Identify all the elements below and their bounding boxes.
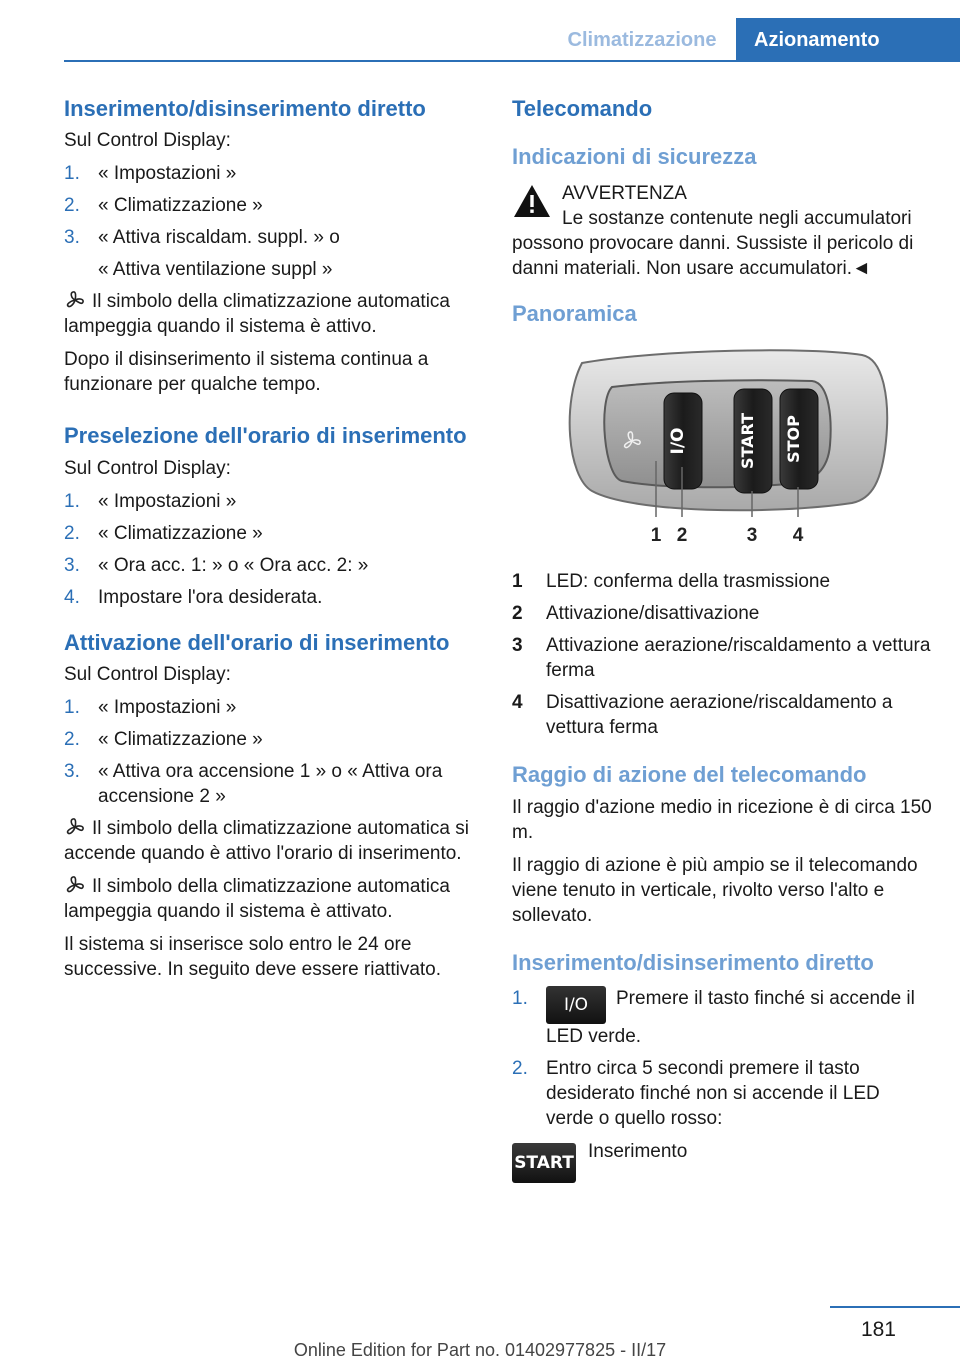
remote-key-image xyxy=(512,341,932,561)
steps-list xyxy=(64,695,484,809)
section-title-preselect: Preselezione dell'orario di inserimento xyxy=(64,423,467,449)
fan-paragraph: Il simbolo della climatizzazione automatica lampeggia quando il sistema è attivato. xyxy=(64,876,450,923)
list-item: 1. « Impostazioni » xyxy=(64,163,237,185)
list-item: 3. « Ora acc. 1: » o « Ora acc. 2: » xyxy=(64,554,369,576)
fan-paragraph: Il simbolo della climatizzazione automatica si accende quando è attivo l'orario di inserimento. xyxy=(64,818,469,865)
remote-btn-stop-label: STOP xyxy=(784,415,803,464)
legend-list xyxy=(512,569,932,740)
list-item: 4. Impostare l'ora desiderata. xyxy=(64,586,323,608)
start-label: Inserimento xyxy=(588,1140,688,1162)
list-item: 2. Entro circa 5 secondi premere il tasto desiderato finché non si accende il LED verde o quello rosso: xyxy=(512,1057,880,1129)
callout-4: 4 xyxy=(792,525,804,547)
left-column xyxy=(64,96,484,982)
right-column xyxy=(512,96,932,1187)
list-item-continuation: « Attiva ventilazione suppl » xyxy=(98,259,333,281)
section-title-overview: Panoramica xyxy=(512,300,637,326)
range-text: Il raggio d'azione medio in ricezione è di circa 150 m. xyxy=(512,796,932,843)
header-tab-climatizzazione: Climatizzazione xyxy=(567,29,717,51)
intro-text: Sul Control Display: xyxy=(64,457,231,479)
legend-item: 4 Disattivazione aerazione/riscaldamento a vettura ferma xyxy=(512,692,893,739)
legend-item: 3 Attivazione aerazione/riscaldamento a vettura ferma xyxy=(512,635,931,682)
intro-text: Sul Control Display: xyxy=(64,664,231,686)
section-title-activate: Attivazione dell'orario di inserimento xyxy=(64,629,450,655)
list-item: 2. « Climatizzazione » xyxy=(64,195,263,217)
callout-2: 2 xyxy=(676,525,688,547)
list-item: 1. I/O Premere il tasto finché si accende il LED verde. xyxy=(512,987,915,1047)
legend-item: 1 LED: conferma della trasmissione xyxy=(512,571,831,593)
list-item: 2. « Climatizzazione » xyxy=(64,729,263,751)
after-text: Dopo il disinserimento il sistema continua a funzionare per qualche tempo. xyxy=(64,349,429,396)
edition-text: Online Edition for Part no. 01402977825 - II/17 xyxy=(293,1340,667,1360)
remote-btn-io-label: I/O xyxy=(668,427,688,455)
fan-icon xyxy=(64,817,86,837)
fan-icon xyxy=(64,290,86,310)
remote-btn-start-label: START xyxy=(738,413,757,470)
fan-icon xyxy=(64,875,86,895)
list-item: 3. « Attiva riscaldam. suppl. » o xyxy=(64,227,340,249)
section-title-safety: Indicazioni di sicurezza xyxy=(512,144,757,170)
page-number: 181 xyxy=(860,1318,896,1341)
section-title-remote: Telecomando xyxy=(512,96,653,121)
steps-list xyxy=(64,161,484,250)
warning-block xyxy=(512,181,932,206)
range-text: Il raggio di azione è più ampio se il telecomando viene tenuto in verticale, rivolto verso l'alto e sollevato. xyxy=(512,854,918,926)
header-tab-azionamento: Azionamento xyxy=(736,18,960,62)
callout-3: 3 xyxy=(746,525,758,547)
warning-triangle-icon xyxy=(512,183,552,219)
io-key-icon: I/O xyxy=(546,986,606,1024)
list-item: 1. « Impostazioni » xyxy=(64,697,237,719)
legend-item: 2 Attivazione/disattivazione xyxy=(512,603,760,625)
after-text: Il sistema si inserisce solo entro le 24 ore successive. In seguito deve essere riattivato. xyxy=(64,934,442,981)
warning-label: AVVERTENZA xyxy=(562,182,687,204)
list-item: 3. « Attiva ora accensione 1 » o « Attiva ora accensione 2 » xyxy=(64,761,443,808)
footer-rule xyxy=(830,1306,960,1308)
list-item: 1. « Impostazioni » xyxy=(64,490,237,512)
start-key-icon: START xyxy=(512,1143,576,1183)
start-row xyxy=(512,1140,932,1187)
list-item: 2. « Climatizzazione » xyxy=(64,522,263,544)
fan-paragraph: Il simbolo della climatizzazione automatica lampeggia quando il sistema è attivo. xyxy=(64,291,450,338)
intro-text: Sul Control Display: xyxy=(64,130,231,152)
warning-text: Le sostanze contenute negli accumulatori possono provocare danni. Sussiste il pericolo di danni materiali. Non usare accumulatori.◄ xyxy=(512,207,914,279)
steps-list xyxy=(512,986,932,1131)
section-title-direct: Inserimento/disinserimento diretto xyxy=(64,96,426,121)
header-rule xyxy=(64,60,960,62)
section-title-direct-remote: Inserimento/disinserimento diretto xyxy=(512,949,874,975)
callout-1: 1 xyxy=(650,525,662,547)
section-title-range: Raggio di azione del telecomando xyxy=(512,762,867,788)
steps-list xyxy=(64,489,484,610)
